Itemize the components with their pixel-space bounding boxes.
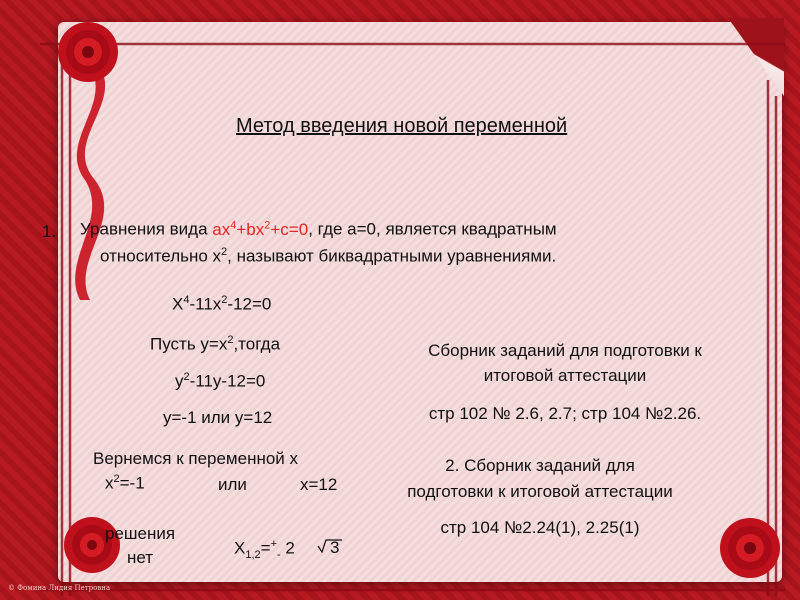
case-x-squared: $x^2=-1$	[105, 473, 145, 493]
reference-1-line-2: итоговой аттестации	[483, 366, 647, 385]
reference-2-pages: стр 104 №2.24(1), 2.25(1)	[440, 518, 640, 537]
substitution-line: Пусть $y=x^2,тогда$	[150, 334, 281, 354]
flower-top-icon	[58, 22, 118, 82]
reference-1-line-1: Сборник заданий для подготовки к	[428, 341, 702, 360]
case-x-equals-12: x=12	[300, 475, 338, 494]
no-solutions-line-1: решения	[104, 524, 176, 543]
slide-title: Метод введения новой переменной	[236, 115, 568, 137]
reference-1-pages: стр 102 № 2.6, 2.7; стр 104 №2.26.	[428, 404, 702, 423]
definition-line-2: относительно $х^2$, называют биквадратными уравнениями.	[100, 246, 557, 266]
flower-bottom-right-icon	[720, 518, 780, 578]
biquadratic-formula: $ax^4+bx^2+c=0$	[212, 219, 309, 239]
reference-2-line-1: 2. Сборник заданий для	[445, 456, 635, 475]
example-equation: $X^4-11x^2-12=0$	[172, 294, 272, 314]
no-solutions-line-2: нет	[126, 548, 154, 567]
final-answer-root: 3	[330, 538, 340, 557]
definition-line-1: Уравнения вида $ax^4+bx^2+c=0$, где а=0, является квадратным	[80, 219, 557, 239]
author-signature: © Фомина Лидия Петровна	[8, 584, 111, 592]
or-word: или	[218, 475, 247, 494]
reference-2-line-2: подготовки к итоговой аттестации	[407, 482, 673, 501]
definition-number: 1.	[42, 222, 57, 241]
quadratic-equation: $y^2-11y-12=0$	[175, 371, 266, 391]
final-answer: $X_{1,2}=^+_-$ 2	[234, 538, 295, 562]
quadratic-roots: y=-1 или y=12	[163, 408, 273, 427]
return-to-variable: Вернемся к переменной х	[93, 449, 299, 468]
